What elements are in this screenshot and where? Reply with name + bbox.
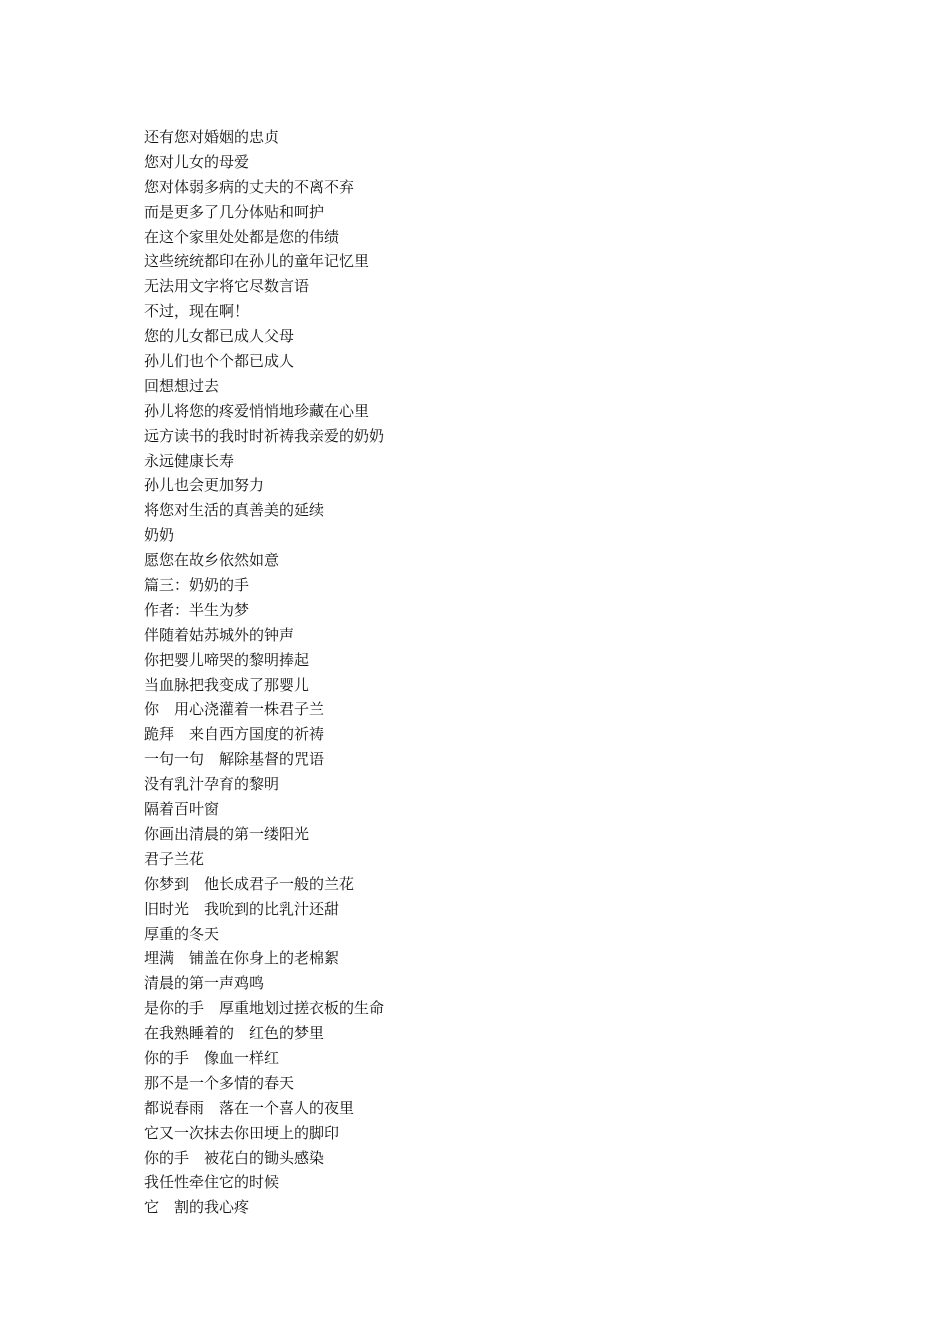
text-line: 而是更多了几分体贴和呵护 bbox=[144, 202, 325, 221]
text-line: 您对体弱多病的丈夫的不离不弃 bbox=[144, 177, 355, 196]
text-line: 厚重的冬天 bbox=[144, 924, 220, 943]
text-line: 伴随着姑苏城外的钟声 bbox=[144, 625, 295, 644]
section-heading: 篇三：奶奶的手 bbox=[144, 576, 250, 595]
text-line: 隔着百叶窗 bbox=[144, 800, 220, 819]
text-line: 愿您在故乡依然如意 bbox=[144, 551, 280, 570]
text-line: 你画出清晨的第一缕阳光 bbox=[144, 824, 310, 843]
text-line: 这些统统都印在孙儿的童年记忆里 bbox=[144, 252, 370, 271]
text-line: 永远健康长寿 bbox=[144, 451, 235, 470]
text-line: 没有乳汁孕育的黎明 bbox=[144, 775, 280, 794]
text-line: 它 割的我心疼 bbox=[144, 1198, 250, 1217]
text-line: 跪拜 来自西方国度的祈祷 bbox=[144, 725, 325, 744]
text-line: 在我熟睡着的 红色的梦里 bbox=[144, 1024, 325, 1043]
text-line: 还有您对婚姻的忠贞 bbox=[144, 128, 280, 146]
text-line: 你 用心浇灌着一株君子兰 bbox=[144, 700, 325, 719]
poem-text-block bbox=[144, 125, 844, 1220]
text-line: 将您对生活的真善美的延续 bbox=[144, 501, 325, 520]
text-line: 你把婴儿啼哭的黎明捧起 bbox=[144, 650, 310, 669]
text-line: 不过，现在啊！ bbox=[144, 302, 250, 321]
text-line: 埋满 铺盖在你身上的老棉絮 bbox=[144, 949, 340, 968]
text-line: 是你的手 厚重地划过搓衣板的生命 bbox=[144, 999, 385, 1018]
text-line: 您的儿女都已成人父母 bbox=[144, 327, 295, 346]
text-line: 它又一次抹去你田埂上的脚印 bbox=[144, 1123, 340, 1142]
text-line: 孙儿将您的疼爱悄悄地珍藏在心里 bbox=[144, 401, 370, 420]
text-line: 你的手 被花白的锄头感染 bbox=[144, 1148, 325, 1167]
text-line: 当血脉把我变成了那婴儿 bbox=[144, 675, 310, 694]
text-line: 你梦到 他长成君子一般的兰花 bbox=[144, 874, 355, 893]
text-line: 都说春雨 落在一个喜人的夜里 bbox=[144, 1098, 355, 1117]
text-line: 您对儿女的母爱 bbox=[144, 152, 250, 171]
text-line: 孙儿们也个个都已成人 bbox=[144, 352, 295, 371]
text-line: 一句一句 解除基督的咒语 bbox=[144, 750, 325, 769]
text-line: 奶奶 bbox=[144, 526, 175, 545]
text-line: 我任性牵住它的时候 bbox=[144, 1173, 280, 1192]
text-line: 无法用文字将它尽数言语 bbox=[144, 277, 310, 296]
text-line: 在这个家里处处都是您的伟绩 bbox=[144, 227, 340, 246]
text-line: 孙儿也会更加努力 bbox=[144, 476, 265, 495]
text-line: 你的手 像血一样红 bbox=[144, 1048, 280, 1067]
text-line: 君子兰花 bbox=[144, 849, 205, 868]
text-line: 那不是一个多情的春天 bbox=[144, 1073, 295, 1092]
text-line: 远方读书的我时时祈祷我亲爱的奶奶 bbox=[144, 426, 385, 445]
text-line: 回想想过去 bbox=[144, 376, 220, 395]
text-line: 清晨的第一声鸡鸣 bbox=[144, 974, 265, 993]
text-line: 旧时光 我吮到的比乳汁还甜 bbox=[144, 899, 340, 918]
author-line: 作者：半生为梦 bbox=[144, 600, 250, 619]
